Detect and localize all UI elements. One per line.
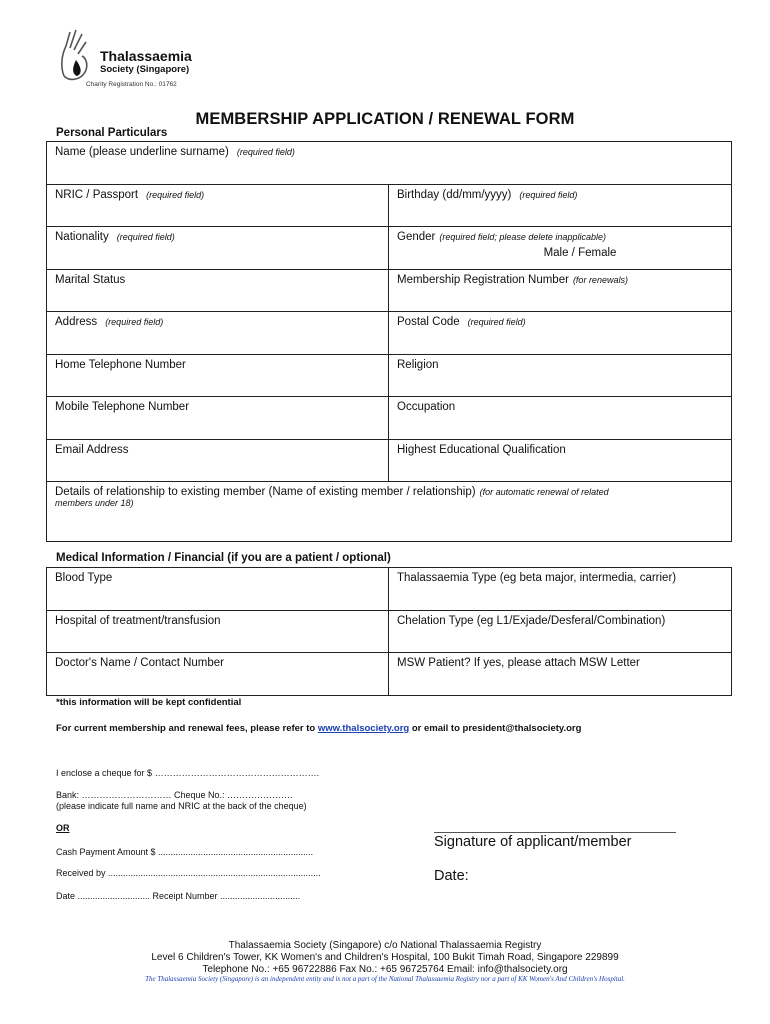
- medical-table: [46, 567, 732, 696]
- blood-type-label: Blood Type: [55, 572, 113, 584]
- required-note: (required field): [519, 189, 578, 200]
- email-label: Email Address: [55, 443, 129, 456]
- signature-line[interactable]: [434, 832, 676, 833]
- relationship-label: Details of relationship to existing member (Name of existing member / relationship): [55, 486, 476, 498]
- membership-number-field[interactable]: [389, 269, 732, 312]
- fees-note-suffix: or email to president@thalsociety.org: [411, 723, 582, 734]
- email-field[interactable]: [47, 439, 389, 482]
- bank-line[interactable]: Bank: ………………………… Cheque No.: ………………….: [56, 790, 293, 800]
- logo-name-line1: Thalassaemia: [100, 48, 192, 64]
- gender-options: Male / Female: [543, 247, 617, 259]
- footer-line-3: Telephone No.: +65 96722886 Fax No.: +65 96725764 Email: info@thalsociety.org: [202, 964, 568, 975]
- doctor-label: Doctor's Name / Contact Number: [55, 657, 225, 669]
- marital-status-label: Marital Status: [55, 273, 126, 286]
- chelation-type-field[interactable]: [389, 610, 732, 653]
- address-label: Address: [55, 316, 98, 328]
- gender-note: (required field; please delete inapplicable): [439, 232, 606, 242]
- or-label: OR: [56, 823, 70, 833]
- membership-number-label: Membership Registration Number: [397, 273, 569, 286]
- required-note: (required field): [146, 189, 205, 200]
- religion-label: Religion: [397, 358, 439, 371]
- msw-label: MSW Patient? If yes, please attach MSW Letter: [397, 657, 640, 669]
- home-telephone-label: Home Telephone Number: [55, 358, 186, 371]
- marital-status-field[interactable]: [47, 269, 389, 312]
- personal-particulars-heading: Personal Particulars: [56, 127, 168, 139]
- signature-date-label: Date:: [434, 868, 469, 884]
- cheque-line[interactable]: I enclose a cheque for $ ……………………………………………….: [56, 768, 320, 778]
- mobile-telephone-label: Mobile Telephone Number: [55, 401, 190, 413]
- footer-line-1: Thalassaemia Society (Singapore) c/o National Thalassaemia Registry: [228, 940, 542, 951]
- cheque-instructions: (please indicate full name and NRIC at the back of the cheque): [56, 801, 307, 811]
- education-label: Highest Educational Qualification: [397, 443, 566, 456]
- fees-note-prefix: For current membership and renewal fees, please refer to: [56, 723, 316, 734]
- address-field[interactable]: [47, 312, 389, 355]
- blood-type-field[interactable]: [47, 568, 389, 611]
- footer-line-2: Level 6 Children's Tower, KK Women's and Children's Hospital, 100 Bukit Timah Road, Singapore 229899: [151, 952, 619, 963]
- membership-number-note: (for renewals): [572, 274, 628, 285]
- nationality-label: Nationality: [55, 231, 109, 243]
- required-note: (required field): [105, 317, 164, 327]
- nationality-field[interactable]: [47, 227, 389, 270]
- required-note: (required field): [116, 232, 175, 242]
- medical-heading: Medical Information / Financial (if you are a patient / optional): [56, 552, 391, 564]
- confidential-note: *this information will be kept confidential: [56, 697, 242, 708]
- mobile-telephone-field[interactable]: [47, 397, 389, 440]
- name-label: Name (please underline surname): [55, 146, 229, 158]
- postal-code-label: Postal Code: [397, 316, 460, 328]
- hospital-label: Hospital of treatment/transfusion: [55, 614, 221, 627]
- relationship-field[interactable]: [47, 482, 732, 542]
- relationship-note-cont: members under 18): [55, 498, 134, 508]
- nric-field[interactable]: [47, 184, 389, 227]
- thalassaemia-type-label: Thalassaemia Type (eg beta major, intermedia, carrier): [397, 572, 677, 584]
- occupation-label: Occupation: [397, 401, 456, 413]
- gender-label: Gender: [397, 231, 436, 243]
- education-field[interactable]: [389, 439, 732, 482]
- hospital-field[interactable]: [47, 610, 389, 653]
- personal-particulars-table: [46, 141, 732, 542]
- postal-code-field[interactable]: [389, 312, 732, 355]
- birthday-field[interactable]: [389, 184, 732, 227]
- religion-field[interactable]: [389, 354, 732, 397]
- name-field[interactable]: [47, 142, 732, 185]
- nric-label: NRIC / Passport: [55, 188, 139, 201]
- required-note: (required field): [467, 317, 526, 327]
- thalassaemia-type-field[interactable]: [389, 568, 732, 611]
- fees-note: [56, 723, 581, 734]
- logo-name-line2: Society (Singapore): [100, 64, 190, 75]
- gender-field[interactable]: [389, 227, 732, 270]
- cash-payment-line[interactable]: Cash Payment Amount $ ..............................................................: [56, 847, 314, 857]
- required-note: (required field): [236, 147, 295, 157]
- signature-label: Signature of applicant/member: [434, 834, 632, 850]
- occupation-field[interactable]: [389, 397, 732, 440]
- form-title: MEMBERSHIP APPLICATION / RENEWAL FORM: [195, 110, 575, 128]
- chelation-type-label: Chelation Type (eg L1/Exjade/Desferal/Combination): [397, 614, 666, 627]
- doctor-field[interactable]: [47, 653, 389, 696]
- received-by-line[interactable]: Received by .....................................................................................: [56, 868, 321, 878]
- website-link[interactable]: www.thalsociety.org: [317, 723, 410, 734]
- relationship-note: (for automatic renewal of related: [479, 487, 609, 497]
- hand-drop-icon: [56, 26, 96, 86]
- birthday-label: Birthday (dd/mm/yyyy): [397, 188, 512, 201]
- footer-disclaimer: The Thalassaemia Society (Singapore) is an independent entity and is not a part of the National Thalassaemia Registry nor a part of KK Women's And Children's Hospital.: [145, 975, 625, 983]
- date-receipt-line[interactable]: Date ............................. Receipt Number ................................: [56, 891, 301, 901]
- msw-field[interactable]: [389, 653, 732, 696]
- society-logo: [56, 26, 206, 92]
- charity-registration: Charity Registration No.: 01762: [86, 81, 177, 88]
- home-telephone-field[interactable]: [47, 354, 389, 397]
